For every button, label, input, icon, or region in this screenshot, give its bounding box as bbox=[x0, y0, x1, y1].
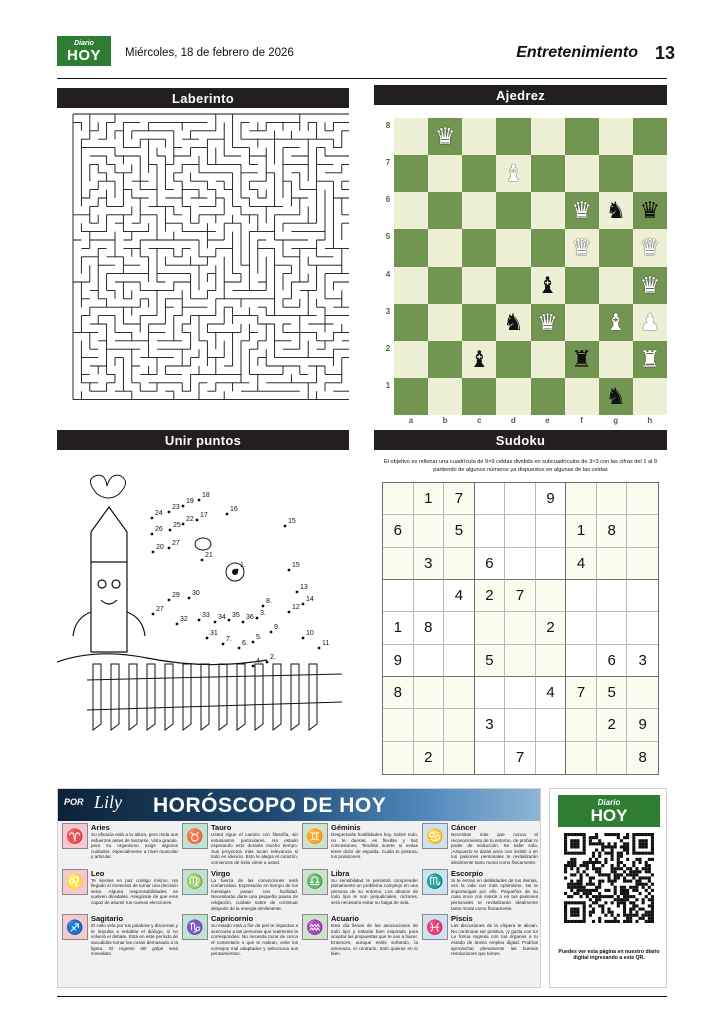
horoscope-sign-name: Géminis bbox=[331, 823, 361, 832]
dots-banner: Unir puntos bbox=[57, 430, 349, 450]
sudoku-cell[interactable] bbox=[597, 548, 628, 580]
sudoku-cell[interactable]: 9 bbox=[383, 645, 414, 677]
sudoku-cell[interactable] bbox=[414, 515, 445, 547]
svg-text:20: 20 bbox=[156, 544, 164, 551]
chess-square[interactable] bbox=[428, 118, 462, 155]
chess-square[interactable] bbox=[428, 192, 462, 229]
svg-text:18: 18 bbox=[202, 492, 210, 499]
svg-text:33: 33 bbox=[202, 612, 210, 619]
chess-square[interactable] bbox=[428, 229, 462, 266]
sudoku-cell[interactable] bbox=[475, 612, 506, 644]
sudoku-banner: Sudoku bbox=[374, 430, 667, 450]
sudoku-cell[interactable] bbox=[414, 677, 445, 709]
sudoku-cell[interactable] bbox=[627, 580, 658, 612]
horoscope-sign bbox=[422, 823, 538, 866]
chess-piece[interactable]: ♜ bbox=[571, 345, 592, 372]
chess-square[interactable] bbox=[394, 155, 428, 192]
sudoku-grid bbox=[382, 482, 659, 775]
sudoku-cell[interactable]: 7 bbox=[444, 483, 475, 515]
horoscope-sign-text: Te sientes en paz contigo mismo. Ha llegado el momento de tomar una decisión seria. Alguna responsabilidades se vuelven dicedales. Asegúrate de que eres capaz de asumir tus nuevas elecciones. bbox=[91, 877, 178, 905]
horoscope-by-label: POR bbox=[64, 797, 84, 807]
horoscope-sign bbox=[302, 869, 418, 912]
sudoku-cell[interactable] bbox=[505, 677, 536, 709]
chess-piece[interactable]: ♛ bbox=[571, 234, 592, 261]
sudoku-cell[interactable]: 9 bbox=[536, 483, 567, 515]
sudoku-cell[interactable]: 2 bbox=[597, 709, 628, 741]
horoscope-sign-name: Piscis bbox=[451, 914, 473, 924]
sudoku-cell[interactable] bbox=[566, 709, 597, 741]
chess-square[interactable] bbox=[599, 378, 633, 415]
svg-text:36: 36 bbox=[246, 614, 254, 621]
chess-square[interactable] bbox=[633, 304, 667, 341]
chess-square[interactable] bbox=[633, 192, 667, 229]
chess-rank-label: 7 bbox=[385, 158, 391, 168]
svg-text:15: 15 bbox=[288, 518, 296, 525]
bull-icon: ♉ bbox=[182, 823, 208, 849]
svg-text:19: 19 bbox=[186, 498, 194, 505]
chess-square[interactable] bbox=[599, 118, 633, 155]
chess-square[interactable] bbox=[633, 341, 667, 378]
sudoku-cell[interactable]: 2 bbox=[536, 612, 567, 644]
chess-square[interactable] bbox=[531, 155, 565, 192]
chess-square[interactable] bbox=[531, 267, 565, 304]
sudoku-cell[interactable] bbox=[597, 612, 628, 644]
svg-text:32: 32 bbox=[180, 616, 188, 623]
chess-square[interactable] bbox=[394, 378, 428, 415]
sudoku-cell[interactable] bbox=[536, 742, 567, 774]
horoscope-sign-name: Acuario bbox=[331, 914, 359, 924]
sudoku-cell[interactable] bbox=[383, 742, 414, 774]
chess-rank-label: 2 bbox=[385, 343, 391, 353]
dot-to-dot-puzzle bbox=[57, 452, 349, 777]
horoscope-sign-text: Usted sigue el camino con filosofía, sin entusiasmo particulares. Ha estado esperando esto durante mucho tiempo. Sus proyectos más tocan relevancia si todo es silencio. Esto le alegra el corazón, comienzos de éxito viene a usted. bbox=[211, 832, 298, 865]
sudoku-cell[interactable] bbox=[475, 483, 506, 515]
svg-text:31: 31 bbox=[210, 630, 218, 637]
svg-text:13: 13 bbox=[300, 584, 308, 591]
sudoku-cell[interactable] bbox=[444, 645, 475, 677]
sudoku-cell[interactable] bbox=[566, 742, 597, 774]
chess-file-label: h bbox=[647, 416, 653, 425]
sudoku-cell[interactable] bbox=[505, 515, 536, 547]
chess-square[interactable] bbox=[394, 341, 428, 378]
qr-panel bbox=[549, 788, 667, 988]
chess-square[interactable] bbox=[565, 229, 599, 266]
maze-banner: Laberinto bbox=[57, 88, 349, 108]
scales-icon: ♎ bbox=[302, 869, 328, 895]
svg-text:8.: 8. bbox=[266, 598, 272, 605]
sudoku-cell[interactable]: 8 bbox=[383, 677, 414, 709]
virgin-icon: ♍ bbox=[182, 869, 208, 895]
sudoku-cell[interactable] bbox=[475, 677, 506, 709]
chess-square[interactable] bbox=[394, 192, 428, 229]
qr-code[interactable] bbox=[564, 833, 654, 923]
sudoku-cell[interactable]: 3 bbox=[414, 548, 445, 580]
chess-square[interactable] bbox=[565, 341, 599, 378]
chess-square[interactable] bbox=[565, 267, 599, 304]
sudoku-cell[interactable] bbox=[536, 580, 567, 612]
svg-text:22: 22 bbox=[186, 516, 194, 523]
svg-text:3.: 3. bbox=[260, 610, 266, 617]
chess-square[interactable] bbox=[428, 304, 462, 341]
chess-square[interactable] bbox=[633, 378, 667, 415]
sudoku-cell[interactable]: 1 bbox=[414, 483, 445, 515]
horoscope-sign-text: Su sensibilidad te permitirá comprender plenamente un problema complejo en una persona de su entorno. Los abusos de todo tipo le son perjudiciales, mízores, será necesario evitar su fatiga de vida. bbox=[331, 877, 418, 905]
logo-line-2: HOY bbox=[66, 46, 101, 64]
svg-text:27: 27 bbox=[156, 606, 164, 613]
chess-piece[interactable]: ♝ bbox=[503, 160, 524, 187]
svg-text:27: 27 bbox=[172, 540, 180, 547]
horoscope-sign-text: La fuerza de las convicciones será comarcativa. Expresarás en tiempo de los mensajes pasan con facilidad. Necesitarás darte una pequeña pausa de relajación, cuídate sobre de continuar después de la energía similimente. bbox=[211, 877, 298, 911]
chess-piece[interactable]: ♞ bbox=[605, 197, 627, 224]
chess-square[interactable] bbox=[531, 378, 565, 415]
sudoku-cell[interactable] bbox=[597, 580, 628, 612]
chess-square[interactable] bbox=[496, 229, 530, 266]
svg-text:6.: 6. bbox=[242, 640, 248, 647]
sudoku-puzzle bbox=[374, 452, 667, 777]
svg-text:23: 23 bbox=[172, 504, 180, 511]
chess-piece[interactable]: ♛ bbox=[639, 271, 661, 298]
sudoku-cell[interactable] bbox=[536, 548, 567, 580]
horoscope-sign-text: Necesitas más que nunca el reconocimiento de tu entorno, de probar tu poder de seducción. Se sabe solo, ¡Ampuerto te darás ance con insistir o en tus pasiones personales te revitalizarán idealmente tanto moral como físicamente. bbox=[451, 832, 538, 865]
sudoku-cell[interactable] bbox=[505, 612, 536, 644]
chess-square[interactable] bbox=[462, 229, 496, 266]
svg-text:26: 26 bbox=[155, 526, 163, 533]
horoscope-sign-name: Capricornio bbox=[211, 914, 254, 924]
chess-file-label: d bbox=[510, 416, 516, 425]
chess-puzzle bbox=[374, 110, 667, 425]
chess-square[interactable] bbox=[394, 229, 428, 266]
chess-square[interactable] bbox=[462, 118, 496, 155]
chess-banner: Ajedrez bbox=[374, 85, 667, 105]
sudoku-cell[interactable] bbox=[414, 645, 445, 677]
chess-square[interactable] bbox=[633, 267, 667, 304]
sudoku-cell[interactable] bbox=[505, 709, 536, 741]
svg-text:17: 17 bbox=[200, 512, 208, 519]
chess-square[interactable] bbox=[565, 378, 599, 415]
sudoku-cell[interactable]: 7 bbox=[566, 677, 597, 709]
horoscope-sign-name: Aries bbox=[91, 823, 110, 832]
chess-square[interactable] bbox=[496, 267, 530, 304]
sudoku-cell[interactable] bbox=[627, 483, 658, 515]
svg-text:1.: 1. bbox=[240, 562, 246, 569]
chess-square[interactable] bbox=[531, 304, 565, 341]
sudoku-cell[interactable] bbox=[566, 612, 597, 644]
chess-piece[interactable]: ♛ bbox=[639, 197, 661, 224]
horoscope-sign-text: Si te entras en debilidades de tus demás, ves la vida con más optimismo. No te importungas por ello. Pequeños de su casa once con insistir o en tus pasiones personales te revitalizarán idealmente tanto moral como físicamente. bbox=[451, 877, 538, 911]
horoscope-sign bbox=[422, 914, 538, 957]
chess-square[interactable] bbox=[565, 304, 599, 341]
chess-file-label: b bbox=[442, 416, 448, 425]
sudoku-cell[interactable] bbox=[566, 580, 597, 612]
sudoku-cell[interactable] bbox=[536, 709, 567, 741]
horoscope-sign bbox=[182, 823, 298, 866]
sudoku-cell[interactable]: 8 bbox=[414, 612, 445, 644]
horoscope-sign bbox=[302, 914, 418, 957]
qr-logo-line-1: Diario bbox=[597, 798, 621, 807]
sudoku-cell[interactable]: 4 bbox=[536, 677, 567, 709]
horoscope-sign-text: Su eficacia está a la altura, pero mida sus esfuerzos antes de lanzarse. Vista grande, pero su organismo exige algunos cuidados, especialmente a nivel muscular y articular. bbox=[91, 832, 178, 860]
sudoku-cell[interactable] bbox=[383, 548, 414, 580]
sudoku-cell[interactable] bbox=[505, 645, 536, 677]
lion-icon: ♌ bbox=[62, 869, 88, 895]
sudoku-cell[interactable]: 8 bbox=[597, 515, 628, 547]
horoscope-sign-name: Sagitario bbox=[91, 914, 124, 924]
chess-square[interactable] bbox=[531, 341, 565, 378]
svg-text:35: 35 bbox=[232, 612, 240, 619]
sudoku-cell[interactable]: 6 bbox=[597, 645, 628, 677]
header-divider bbox=[57, 78, 667, 79]
maze-puzzle bbox=[57, 110, 349, 420]
horoscope-sign-name: Virgo bbox=[211, 868, 231, 878]
chess-square[interactable] bbox=[496, 341, 530, 378]
sudoku-cell[interactable]: 5 bbox=[475, 645, 506, 677]
sudoku-cell[interactable]: 2 bbox=[414, 742, 445, 774]
chess-square[interactable] bbox=[496, 155, 530, 192]
svg-text:15: 15 bbox=[292, 562, 300, 569]
sudoku-cell[interactable] bbox=[475, 515, 506, 547]
chess-square[interactable] bbox=[496, 378, 530, 415]
chess-square[interactable] bbox=[394, 118, 428, 155]
chess-square[interactable] bbox=[428, 267, 462, 304]
svg-text:2.: 2. bbox=[270, 654, 276, 661]
sudoku-cell[interactable] bbox=[414, 709, 445, 741]
chess-rank-label: 4 bbox=[385, 269, 391, 279]
chess-square[interactable] bbox=[531, 118, 565, 155]
chess-piece[interactable]: ♛ bbox=[434, 123, 456, 150]
sudoku-cell[interactable]: 4 bbox=[566, 548, 597, 580]
sudoku-cell[interactable]: 3 bbox=[627, 645, 658, 677]
crab-icon: ♋ bbox=[422, 823, 448, 849]
sudoku-cell[interactable] bbox=[414, 580, 445, 612]
horoscope-sign-text: Las discusiones de la víspera te alivian. No continúas ser positiva, ¡y gusta con tu! La forma regresa con tus órganos a tu estado de ánimo empleo digital. Podrías aprovechar plenamente las buenas resoluciones que tomes. bbox=[451, 923, 538, 957]
horoscope-sign bbox=[62, 823, 178, 866]
scorpion-icon: ♏ bbox=[422, 869, 448, 895]
svg-text:7.: 7. bbox=[226, 636, 232, 643]
horoscope-signs bbox=[62, 823, 538, 957]
sudoku-cell[interactable] bbox=[536, 645, 567, 677]
ram-icon: ♈ bbox=[62, 823, 88, 849]
sudoku-instructions: El objetivo es rellenar una cuadrícula de 9×9 celdas dividida en subcuadrículos de 3×3 con las cifras del 1 al 9 partiendo de algunos números ya dispuestos en algunas de las celdas bbox=[383, 459, 658, 473]
chess-square[interactable] bbox=[565, 155, 599, 192]
sudoku-cell[interactable]: 7 bbox=[505, 742, 536, 774]
chess-square[interactable] bbox=[599, 229, 633, 266]
chess-square[interactable] bbox=[462, 267, 496, 304]
masthead bbox=[0, 0, 723, 78]
chess-piece[interactable]: ♞ bbox=[605, 382, 627, 409]
sudoku-cell[interactable] bbox=[475, 742, 506, 774]
chess-piece[interactable]: ♛ bbox=[639, 234, 661, 261]
sudoku-cell[interactable] bbox=[566, 645, 597, 677]
horoscope-sign bbox=[182, 869, 298, 912]
sudoku-cell[interactable] bbox=[566, 483, 597, 515]
chess-square[interactable] bbox=[394, 304, 428, 341]
water-icon: ♒ bbox=[302, 914, 328, 940]
qr-logo-line-2: HOY bbox=[590, 806, 628, 825]
chess-rank-label: 5 bbox=[385, 232, 391, 242]
svg-text:25: 25 bbox=[173, 522, 181, 529]
svg-text:34: 34 bbox=[218, 614, 226, 621]
sudoku-cell[interactable] bbox=[444, 612, 475, 644]
sudoku-cell[interactable] bbox=[444, 742, 475, 774]
chess-square[interactable] bbox=[599, 341, 633, 378]
chess-square[interactable] bbox=[599, 267, 633, 304]
horoscope-sign-name: Cáncer bbox=[451, 823, 477, 832]
sudoku-cell[interactable] bbox=[627, 677, 658, 709]
chess-piece[interactable]: ♜ bbox=[639, 345, 661, 372]
svg-text:9.: 9. bbox=[274, 624, 280, 631]
chess-file-label: f bbox=[580, 416, 583, 425]
newspaper-logo bbox=[57, 36, 111, 66]
horoscope-sign bbox=[422, 869, 538, 912]
svg-text:5.: 5. bbox=[256, 634, 262, 641]
horoscope-sign bbox=[182, 914, 298, 957]
chess-rank-label: 8 bbox=[385, 121, 391, 130]
horoscope-sign-text: Su estado está a flor de piel te impactas a acercarse a las personas que realmente la corresponden. No necesita tocar de cerca el comentario o que te rodean, evite los consejos mal adaptados y selecciona sus pensamientos. bbox=[211, 923, 298, 957]
chess-square[interactable] bbox=[531, 192, 565, 229]
sudoku-cell[interactable]: 1 bbox=[383, 612, 414, 644]
chess-square[interactable] bbox=[462, 155, 496, 192]
qr-caption: Puedes ver esta página en nuestro diario digital ingresando a este QR. bbox=[558, 949, 660, 962]
dot-to-dot-graphic bbox=[57, 452, 349, 777]
horoscope-sign bbox=[302, 823, 418, 866]
sudoku-cell[interactable] bbox=[627, 548, 658, 580]
chess-square[interactable] bbox=[496, 118, 530, 155]
horoscope-sign-text: Despertarás hostilidades hoy. Sobre todo, no te dueras, es flexible y haz concesiones. Tendrás suerte si evitas tener dolor de espalda. Cuida tu postura, tus posiciones. bbox=[331, 832, 418, 860]
chess-piece[interactable]: ♝ bbox=[469, 345, 490, 372]
chess-square[interactable] bbox=[428, 378, 462, 415]
page-number: 13 bbox=[654, 43, 675, 63]
chess-square[interactable] bbox=[428, 341, 462, 378]
maze-graphic bbox=[57, 110, 349, 410]
sudoku-cell[interactable]: 7 bbox=[505, 580, 536, 612]
sudoku-cell[interactable]: 5 bbox=[444, 515, 475, 547]
svg-text:29: 29 bbox=[172, 592, 180, 599]
svg-text:14: 14 bbox=[306, 596, 314, 603]
horoscope-sign-name: Tauro bbox=[211, 823, 232, 832]
qr-logo bbox=[558, 795, 660, 827]
sudoku-cell[interactable] bbox=[505, 483, 536, 515]
horoscope-title: HORÓSCOPO DE HOY bbox=[153, 794, 387, 817]
svg-text:30: 30 bbox=[192, 590, 200, 597]
horoscope-sign-text: Este día llevas de las asociaciones de todo tipo y estarás bien inspirado para aceptar las propuestas que te van a hacer. Entonces, aunque estés soñando, la amenaza, el contrario. Solo quieras en lo bien. bbox=[331, 923, 418, 957]
chess-file-label: e bbox=[545, 416, 550, 425]
svg-text:10: 10 bbox=[306, 630, 314, 637]
chess-square[interactable] bbox=[462, 341, 496, 378]
chess-square[interactable] bbox=[599, 192, 633, 229]
chess-rank-label: 1 bbox=[385, 380, 391, 390]
sudoku-cell[interactable] bbox=[597, 483, 628, 515]
horoscope-sign-name: Escorpio bbox=[451, 868, 484, 878]
goat-icon: ♑ bbox=[182, 914, 208, 940]
svg-text:11: 11 bbox=[322, 640, 330, 647]
archer-icon: ♐ bbox=[62, 914, 88, 940]
chess-piece[interactable]: ♛ bbox=[571, 197, 592, 224]
sudoku-cell[interactable] bbox=[383, 580, 414, 612]
sudoku-cell[interactable] bbox=[383, 483, 414, 515]
horoscope-sign-text: El cielo vela por tus palabras y discernas y te impulsa a entablar el diálogo, si no volverá el debate. Está en este período de sacudidas tomar las cosas demasiado a la ligera. El regreso del golpe será inmediato. bbox=[91, 923, 178, 957]
horoscope-sign bbox=[62, 869, 178, 912]
sudoku-cell[interactable] bbox=[536, 515, 567, 547]
sudoku-cell[interactable] bbox=[383, 709, 414, 741]
chess-square[interactable] bbox=[394, 267, 428, 304]
chess-rank-label: 3 bbox=[385, 306, 391, 316]
sudoku-cell[interactable]: 4 bbox=[444, 580, 475, 612]
sudoku-cell[interactable]: 6 bbox=[475, 548, 506, 580]
chess-file-label: g bbox=[613, 416, 619, 425]
chess-piece[interactable]: ♞ bbox=[503, 308, 524, 335]
chess-square[interactable] bbox=[565, 118, 599, 155]
chess-square[interactable] bbox=[633, 118, 667, 155]
svg-text:21: 21 bbox=[205, 552, 213, 559]
svg-text:4.: 4. bbox=[256, 658, 262, 665]
horoscope-sign-name: Libra bbox=[331, 868, 350, 878]
sudoku-cell[interactable]: 9 bbox=[627, 709, 658, 741]
sudoku-cell[interactable]: 5 bbox=[597, 677, 628, 709]
chess-rank-label: 6 bbox=[385, 195, 391, 205]
chess-square[interactable] bbox=[462, 192, 496, 229]
sudoku-cell[interactable] bbox=[444, 548, 475, 580]
chess-piece[interactable]: ♛ bbox=[537, 308, 558, 335]
horoscope-panel bbox=[57, 788, 541, 988]
chess-board bbox=[394, 118, 667, 415]
chess-square[interactable] bbox=[496, 304, 530, 341]
sudoku-cell[interactable]: 2 bbox=[475, 580, 506, 612]
issue-date: Miércoles, 18 de febrero de 2026 bbox=[125, 47, 294, 59]
sudoku-cell[interactable] bbox=[627, 515, 658, 547]
chess-square[interactable] bbox=[496, 192, 530, 229]
chess-square[interactable] bbox=[462, 378, 496, 415]
chess-square[interactable] bbox=[599, 155, 633, 192]
svg-text:12: 12 bbox=[292, 604, 300, 611]
chess-file-label: a bbox=[408, 416, 414, 425]
chess-square[interactable] bbox=[531, 229, 565, 266]
logo-line-1: Diario bbox=[74, 39, 94, 47]
chess-square[interactable] bbox=[462, 304, 496, 341]
sudoku-cell[interactable]: 6 bbox=[383, 515, 414, 547]
chess-square[interactable] bbox=[428, 155, 462, 192]
fish-icon: ♓ bbox=[422, 914, 448, 940]
sudoku-cell[interactable] bbox=[444, 677, 475, 709]
chess-file-label: c bbox=[477, 416, 482, 425]
sudoku-cell[interactable] bbox=[505, 548, 536, 580]
sudoku-cell[interactable]: 3 bbox=[475, 709, 506, 741]
chess-square[interactable] bbox=[599, 304, 633, 341]
chess-square[interactable] bbox=[633, 155, 667, 192]
chess-piece[interactable]: ♝ bbox=[605, 308, 627, 335]
sudoku-cell[interactable] bbox=[444, 709, 475, 741]
section-title: Entretenimiento bbox=[516, 44, 638, 61]
sudoku-cell[interactable] bbox=[627, 612, 658, 644]
sudoku-cell[interactable] bbox=[597, 742, 628, 774]
chess-piece[interactable]: ♟ bbox=[639, 308, 661, 335]
chess-piece[interactable]: ♝ bbox=[537, 271, 558, 298]
svg-text:16: 16 bbox=[230, 506, 238, 513]
horoscope-sign-name: Leo bbox=[91, 868, 105, 878]
horoscope-author: Lily bbox=[94, 792, 123, 812]
chess-square[interactable] bbox=[633, 229, 667, 266]
horoscope-sign bbox=[62, 914, 178, 957]
sudoku-cell[interactable]: 1 bbox=[566, 515, 597, 547]
chess-square[interactable] bbox=[565, 192, 599, 229]
sudoku-cell[interactable]: 8 bbox=[627, 742, 658, 774]
svg-text:24: 24 bbox=[155, 510, 163, 517]
footer-divider bbox=[57, 996, 667, 997]
twins-icon: ♊ bbox=[302, 823, 328, 849]
